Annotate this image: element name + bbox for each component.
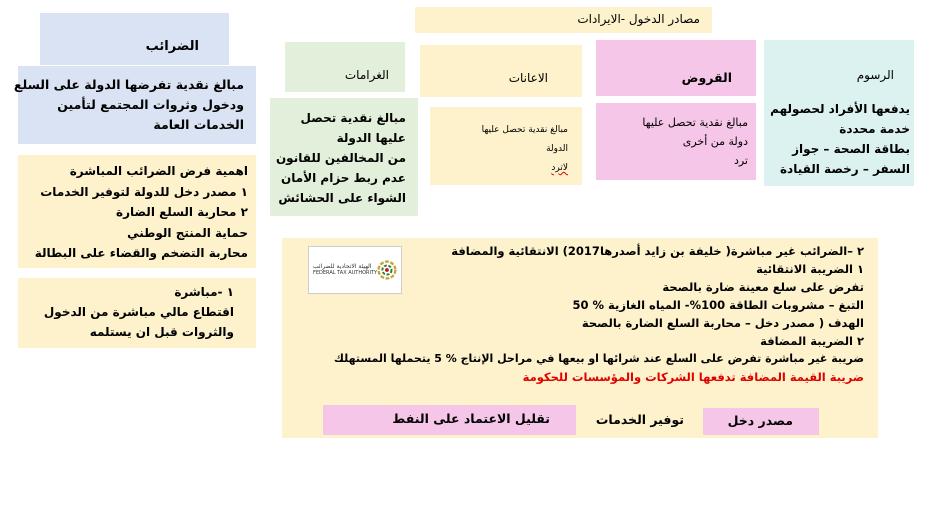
indirect-line-3: تفرض على سلع معينة ضارة بالصحة <box>662 280 864 294</box>
income-tag-text: مصدر دخل <box>727 413 793 428</box>
services-tag-text: توفير الخدمات <box>595 412 684 427</box>
indirect-line-6: ٢ الضريبة المضافة <box>760 334 864 348</box>
fees-title-box <box>764 40 914 94</box>
fees-body-box <box>764 93 914 186</box>
indirect-line-7: ضريبة غير مباشرة تفرض على السلع عند شرائها او بيعها في مراحل الإنتاج % 5 يتحملها المستهلك <box>333 352 864 365</box>
fines-line-3: من المخالفين للقانون <box>275 151 406 165</box>
fees-title: الرسوم <box>856 68 894 82</box>
aids-line-1: مبالغ نقدية تحصل عليها <box>481 125 568 135</box>
loans-title-box <box>596 40 756 96</box>
fines-title-box <box>285 42 405 92</box>
aids-line-2: الدولة <box>546 144 568 154</box>
direct-tax-line-3: والثروات قبل ان يستلمه <box>89 325 234 339</box>
importance-line-4: حماية المنتج الوطني <box>127 225 248 240</box>
indirect-line-5: الهدف ( مصدر دخل – محاربة السلع الضارة بالصحة <box>581 316 864 330</box>
fines-line-5: الشواء على الحشائش <box>278 191 406 205</box>
loans-title: القروض <box>681 70 732 85</box>
importance-line-2: ١ مصدر دخل للدولة لتوفير الخدمات <box>40 184 248 199</box>
direct-tax-line-2: اقتطاع مالي مباشرة من الدخول <box>43 305 234 319</box>
taxes-title: الضرائب <box>145 39 199 54</box>
logo-emblem-icon <box>377 257 397 283</box>
oil-tag-text: تقليل الاعتماد على النفط <box>392 411 550 426</box>
aids-body-box <box>430 107 582 185</box>
taxes-title-box <box>40 13 229 65</box>
fees-line-1: يدفعها الأفراد لحصولهم <box>770 102 910 116</box>
aids-line-3: لاترد <box>551 163 568 173</box>
fees-line-3: بطاقة الصحة – جواز <box>792 142 910 156</box>
services-tag <box>578 407 698 433</box>
loans-line-1: مبالغ نقدية تحصل عليها <box>642 116 748 129</box>
loans-line-3: ترد <box>733 154 748 167</box>
income-tag <box>703 408 819 435</box>
importance-line-5: محاربة التضخم والقضاء على البطالة <box>34 246 248 260</box>
logo-arabic-text: الهيئة الاتحادية للضرائب <box>313 263 372 270</box>
importance-line-1: اهمية فرض الضرائب المباشرة <box>69 164 248 178</box>
aids-title: الاعانات <box>508 71 548 85</box>
taxes-definition-line-1: مبالغ نقدية تفرضها الدولة على السلع <box>13 77 244 92</box>
fines-line-2: عليها الدولة <box>336 131 406 145</box>
loans-body-box <box>596 103 756 180</box>
fines-title: الغرامات <box>344 68 389 82</box>
revenue-header <box>415 7 712 33</box>
importance-line-3: ٢ محاربة السلع الضارة <box>115 205 248 219</box>
fees-line-4: السفر – رخصة القيادة <box>779 162 910 176</box>
revenue-header-text: مصادر الدخول -الايرادات <box>577 12 700 26</box>
oil-tag <box>323 405 576 435</box>
aids-title-box <box>420 45 582 97</box>
indirect-line-1: ٢ –الضرائب غير مباشرة( خليفة بن زايد أصدرها2017) الانتقائية والمضافة <box>451 244 864 258</box>
indirect-line-2: ١ الضريبة الانتقائية <box>756 262 864 276</box>
fines-line-4: عدم ربط حزام الأمان <box>281 171 406 185</box>
logo-english-text: FEDERAL TAX AUTHORITY <box>313 270 378 276</box>
fines-line-1: مبالغ نقدية تحصل <box>300 111 406 125</box>
direct-tax-box <box>18 278 256 348</box>
fines-body-box <box>270 98 418 216</box>
loans-line-2: دولة من أخرى <box>682 135 748 148</box>
direct-tax-line-1: ١ -مباشرة <box>174 285 234 299</box>
importance-box <box>18 155 256 268</box>
taxes-definition-line-2: ودخول وثروات المجتمع لتأمين <box>57 97 244 112</box>
fees-line-2: خدمة محددة <box>839 122 910 136</box>
taxes-definition-box <box>13 66 256 144</box>
indirect-line-4: التبغ – مشروبات الطاقة 100%- المياه الغازية % 50 <box>572 298 864 312</box>
federal-tax-authority-logo <box>308 246 402 294</box>
indirect-red-line: ضريبة القيمة المضافة تدفعها الشركات والمؤسسات للحكومة <box>522 370 864 384</box>
taxes-definition-line-3: الخدمات العامة <box>153 117 244 132</box>
